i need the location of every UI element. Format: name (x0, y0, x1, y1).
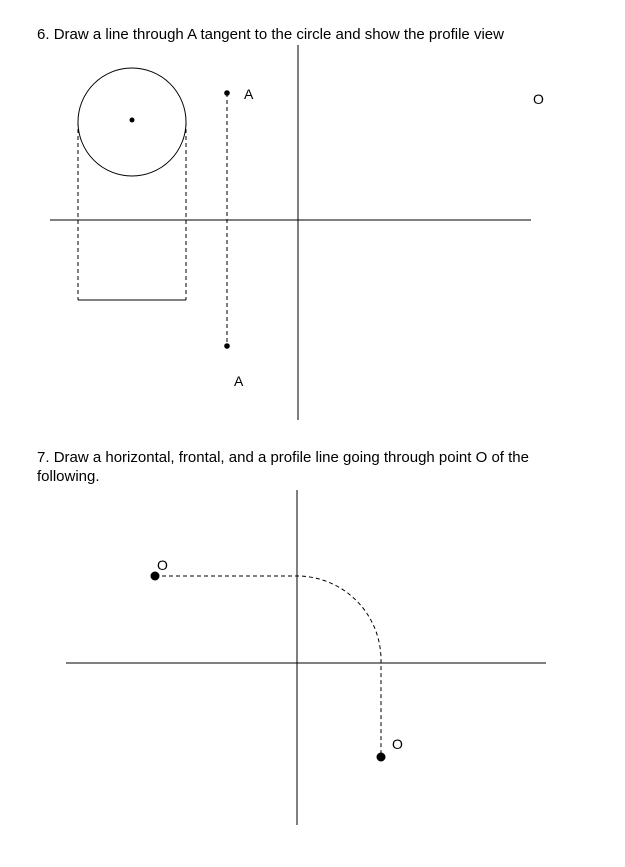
q7-projection-path (155, 576, 381, 757)
q6-label-a-bottom: A (234, 373, 244, 389)
q6-point-a-top (224, 90, 230, 96)
q7-label-o-top: O (157, 557, 168, 573)
q6-circle-center (130, 118, 135, 123)
q6-label-o-profile: O (533, 91, 544, 107)
question-7-text (37, 448, 582, 486)
q7-label-o-front: O (392, 736, 403, 752)
question-7-diagram (66, 490, 546, 825)
q6-point-a-bottom (224, 343, 230, 349)
q6-label-a-top: A (244, 86, 254, 102)
question-6-number: 6. (37, 26, 50, 43)
question-7-number: 7. (37, 449, 50, 466)
question-7-prompt: Draw a horizontal, frontal, and a profile line going through point O of the following. (37, 449, 529, 485)
q7-point-o-front (377, 753, 386, 762)
question-6-prompt: Draw a line through A tangent to the circle and show the profile view (53, 26, 504, 43)
